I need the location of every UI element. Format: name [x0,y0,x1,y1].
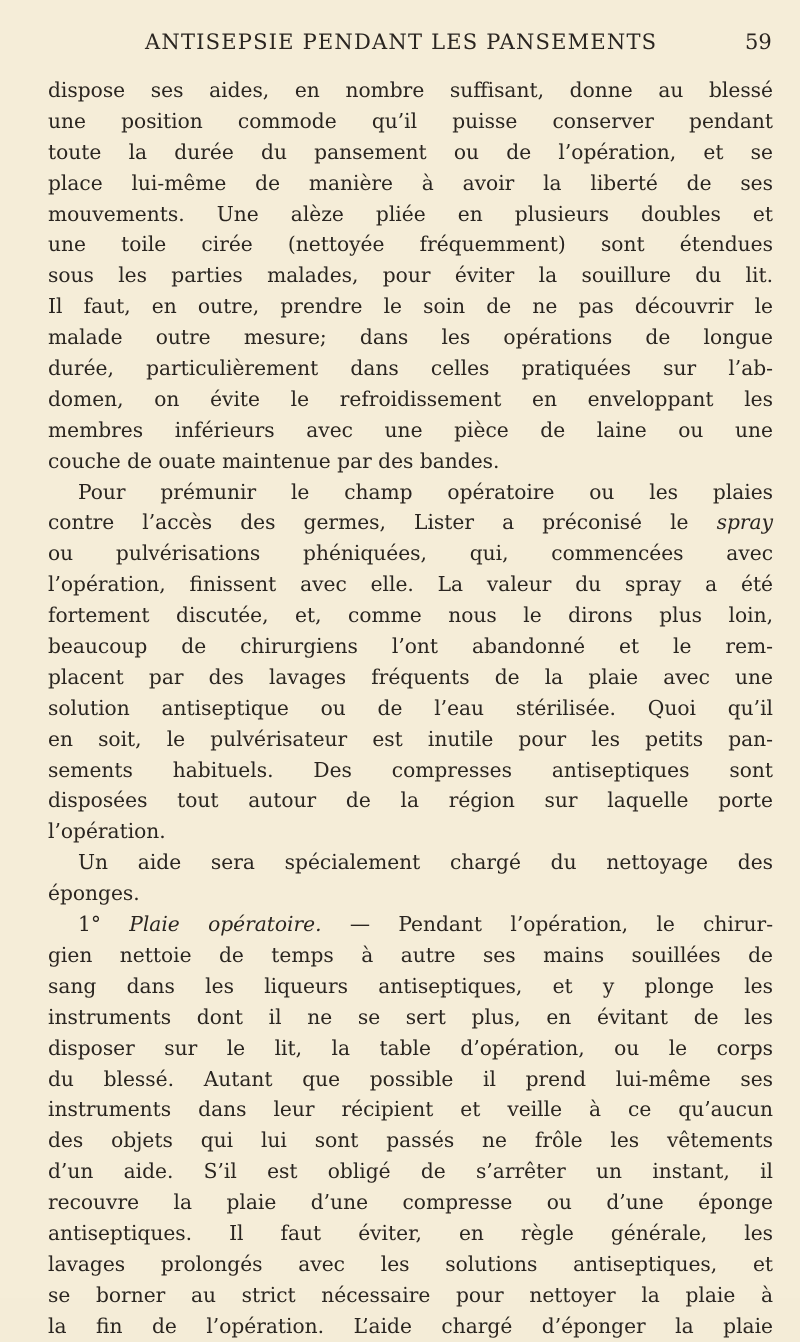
text-run: se borner au strict nécessaire pour nettoyer la plaie à [48,1282,773,1307]
text-run: dispose ses aides, en nombre suffisant, donne au blessé [48,78,773,102]
text-line [48,600,773,631]
text-run: solution antiseptique ou de l’eau stérilisée. Quoi qu’il [48,695,773,720]
text-line [48,291,773,322]
text-line [48,878,773,909]
text-run: malade outre mesure; dans les opérations de longue [48,325,773,350]
text-line [48,353,773,384]
text-line [48,847,773,878]
text-run: contre l’accès des germes, Lister a préconisé le [48,510,717,535]
text-run: ou pulvérisations phéniquées, qui, commencées avec [48,541,773,566]
text-line [48,816,773,847]
text-run: disposées tout autour de la région sur laquelle porte [48,788,773,813]
text-run: l’opération, finissent avec elle. La valeur du spray a été [48,572,773,597]
text-run: gien nettoie de temps à autre ses mains souillées de [48,942,773,967]
text-line [48,260,773,291]
text-run: sous les parties malades, pour éviter la souillure du lit. [48,263,773,288]
text-line [48,1280,773,1311]
text-run: d’un aide. S’il est obligé de s’arrêter un instant, il [48,1159,773,1184]
text-line [48,1156,773,1187]
text-run: l’opération. [48,819,166,844]
body-text [48,75,773,1342]
text-run: instruments dont il ne se sert plus, en évitant de les [48,1004,773,1029]
text-line [48,971,773,1002]
text-run: sements habituels. Des compresses antiseptiques sont [48,757,773,782]
text-line [48,1094,773,1125]
text-run: sang dans les liqueurs antiseptiques, et y plonge les [48,973,773,998]
text-line [48,1311,773,1342]
text-line [48,785,773,816]
text-line [48,1033,773,1064]
text-run: la fin de l’opération. L’aide chargé d’éponger la plaie [48,1313,773,1338]
text-run: membres inférieurs avec une pièce de laine ou une [48,417,773,442]
text-run: Pour prémunir le champ opératoire ou les plaies [78,479,773,504]
text-run: recouvre la plaie d’une compresse ou d’une éponge [48,1190,773,1215]
text-run: éponges. [48,881,140,906]
text-run: Un aide sera spécialement chargé du nettoyage des [78,850,773,875]
text-line [48,662,773,693]
text-run: des objets qui lui sont passés ne frôle les vêtements [48,1128,773,1153]
text-line [48,1125,773,1156]
text-line [48,106,773,137]
text-line [48,755,773,786]
text-line [48,75,773,106]
page-number: 59 [745,30,772,54]
text-line [48,137,773,168]
text-line [48,1002,773,1033]
italic-text: Plaie opératoire. [129,912,322,937]
text-line [48,909,773,940]
text-run: domen, on évite le refroidissement en enveloppant les [48,386,773,411]
text-run: — Pendant l’opération, le chirur- [321,912,774,937]
text-line [48,477,773,508]
text-run: une position commode qu’il puisse conserver pendant [48,108,773,133]
page-header [0,30,800,60]
text-line [48,1249,773,1280]
text-line [48,693,773,724]
text-run: toute la durée du pansement ou de l’opération, et se [48,139,773,164]
text-run: antiseptiques. Il faut éviter, en règle générale, les [48,1220,773,1245]
text-line [48,631,773,662]
text-run: une toile cirée (nettoyée fréquemment) sont étendues [48,232,773,257]
text-run: durée, particulièrement dans celles pratiquées sur l’ab- [48,356,773,381]
text-run: place lui-même de manière à avoir la liberté de ses [48,170,773,195]
italic-text: spray [716,510,773,535]
text-run: Il faut, en outre, prendre le soin de ne pas découvrir le [48,294,773,319]
text-line [48,446,773,477]
text-run: beaucoup de chirurgiens l’ont abandonné et le rem- [48,634,773,659]
text-line [48,569,773,600]
text-line [48,199,773,230]
text-line [48,168,773,199]
text-line [48,322,773,353]
text-line [48,229,773,260]
text-line [48,507,773,538]
text-line [48,940,773,971]
text-run: placent par des lavages fréquents de la plaie avec une [48,664,773,689]
text-run: disposer sur le lit, la table d’opération, ou le corps [48,1035,773,1060]
text-line [48,1187,773,1218]
text-run: du blessé. Autant que possible il prend lui-même ses [48,1066,773,1091]
text-run: mouvements. Une alèze pliée en plusieurs doubles et [48,201,773,226]
text-run: 1° [78,912,130,937]
running-title: ANTISEPSIE PENDANT LES PANSEMENTS [145,30,658,54]
text-run: lavages prolongés avec les solutions antiseptiques, et [48,1251,773,1276]
text-line [48,384,773,415]
text-run: couche de ouate maintenue par des bandes. [48,448,500,473]
text-line [48,1218,773,1249]
text-line [48,538,773,569]
text-line [48,1064,773,1095]
text-run: en soit, le pulvérisateur est inutile pour les petits pan- [48,726,773,751]
text-run: instruments dans leur récipient et veille à ce qu’aucun [48,1097,773,1122]
text-line [48,415,773,446]
text-run: fortement discutée, et, comme nous le dirons plus loin, [48,603,773,628]
text-line [48,724,773,755]
